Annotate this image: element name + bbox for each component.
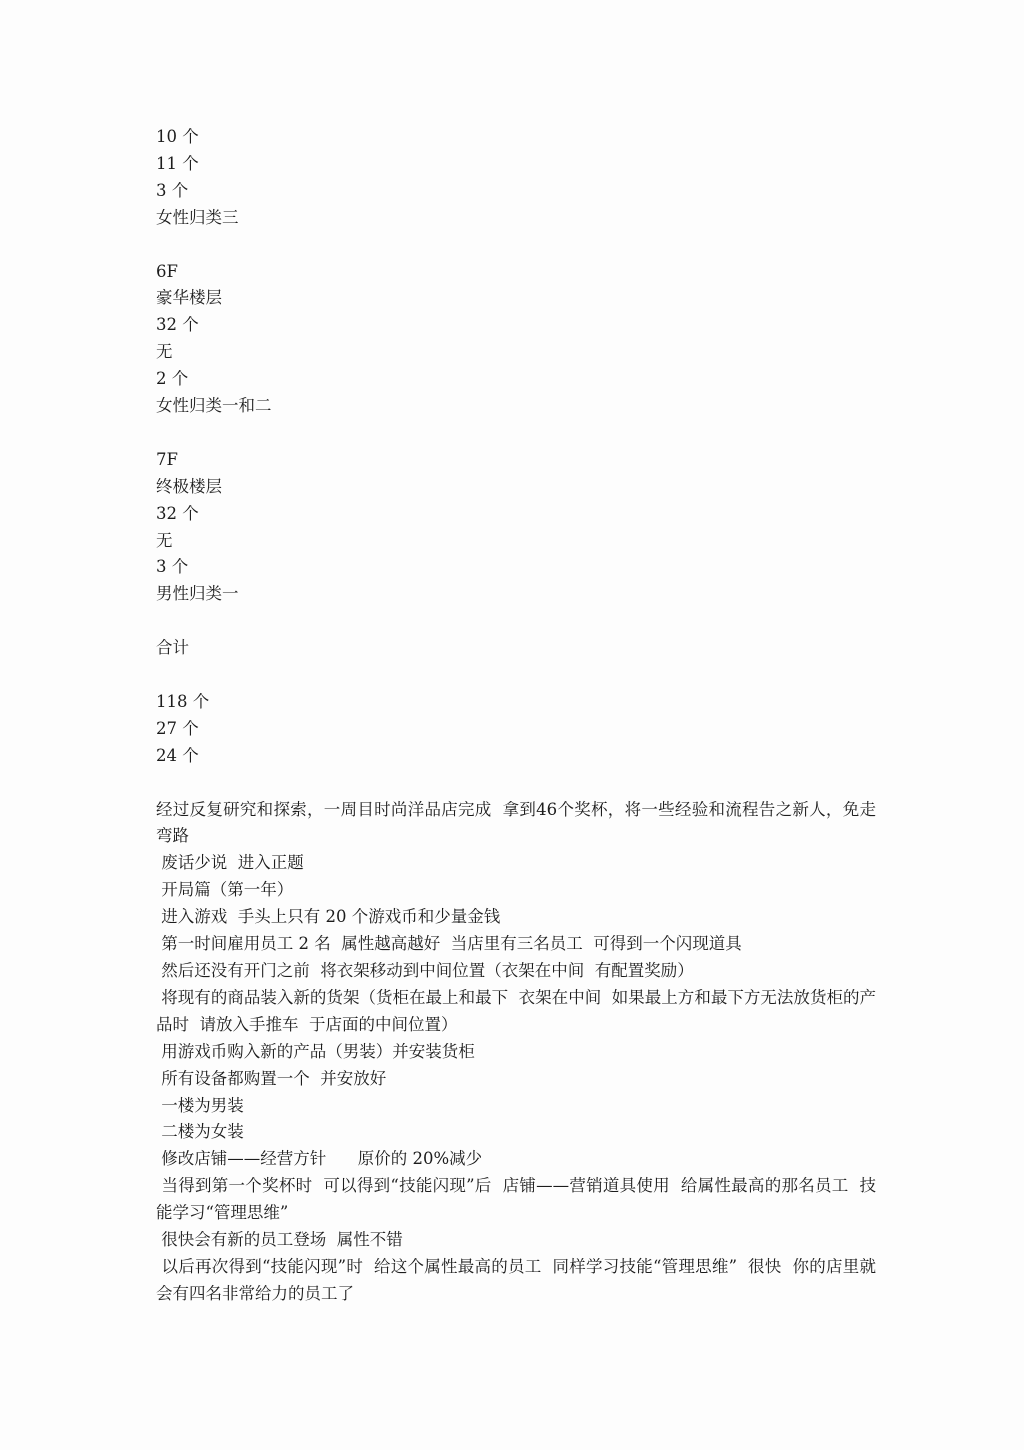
blank-line	[156, 232, 876, 259]
guide-line: 然后还没有开门之前 将衣架移动到中间位置（衣架在中间 有配置奖励）	[156, 961, 694, 981]
guide-line: 以后再次得到“技能闪现”时 给这个属性最高的员工 同样学习技能“管理思维” 很快 你的店里就会有四名非常给力的员工了	[156, 1256, 877, 1303]
floor-block-6f	[156, 259, 876, 420]
guide-line: 当得到第一个奖杯时 可以得到“技能闪现”后 店铺——营销道具使用 给属性最高的那名员工 技能学习“管理思维”	[156, 1176, 876, 1223]
floor-block-7f	[156, 447, 876, 608]
guide-line: 进入游戏 手头上只有 20 个游戏币和少量金钱	[156, 907, 501, 927]
guide-line: 所有设备都购置一个 并安放好	[156, 1068, 387, 1088]
total-value: 118 个	[156, 691, 210, 711]
total-value: 24 个	[156, 745, 199, 765]
document-page	[156, 124, 876, 1308]
guide-section	[156, 797, 876, 1308]
guide-line: 开局篇（第一年）	[156, 880, 294, 900]
text-line: 3 个	[156, 180, 189, 200]
blank-line	[156, 770, 876, 797]
guide-line: 用游戏币购入新的产品（男装）并安装货柜	[156, 1041, 475, 1061]
floor-name: 豪华楼层	[156, 288, 222, 308]
guide-intro: 经过反复研究和探索，一周目时尚洋品店完成 拿到46个奖杯，将一些经验和流程告之新人，免走弯路	[156, 799, 876, 846]
text-line: 3 个	[156, 557, 189, 577]
totals-block	[156, 689, 876, 770]
text-line: 无	[156, 530, 173, 550]
guide-line: 一楼为男装	[156, 1095, 244, 1115]
floor-label: 6F	[156, 261, 178, 281]
blank-line	[156, 608, 876, 635]
total-value: 27 个	[156, 718, 199, 738]
guide-line: 第一时间雇用员工 2 名 属性越高越好 当店里有三名员工 可得到一个闪现道具	[156, 934, 742, 954]
text-line: 32 个	[156, 315, 199, 335]
guide-line: 很快会有新的员工登场 属性不错	[156, 1230, 403, 1250]
text-line: 32 个	[156, 503, 199, 523]
total-label: 合计	[156, 638, 189, 658]
guide-line: 将现有的商品装入新的货架（货柜在最上和最下 衣架在中间 如果最上方和最下方无法放货柜的产品时 请放入手推车 于店面的中间位置）	[156, 987, 876, 1034]
text-line: 10 个	[156, 127, 199, 146]
text-line: 男性归类一	[156, 584, 239, 604]
guide-line: 修改店铺——经营方针 原价的 20%减少	[156, 1149, 483, 1169]
guide-line: 废话少说 进入正题	[156, 853, 304, 873]
text-line: 女性归类三	[156, 207, 239, 227]
text-line: 11 个	[156, 153, 199, 173]
floor-name: 终极楼层	[156, 476, 222, 496]
floor-block-5f-tail	[156, 124, 876, 232]
text-line: 女性归类一和二	[156, 396, 272, 416]
blank-line	[156, 420, 876, 447]
floor-label: 7F	[156, 449, 178, 469]
guide-line: 二楼为女装	[156, 1122, 244, 1142]
text-line: 无	[156, 342, 173, 362]
text-line: 2 个	[156, 369, 189, 389]
blank-line	[156, 662, 876, 689]
